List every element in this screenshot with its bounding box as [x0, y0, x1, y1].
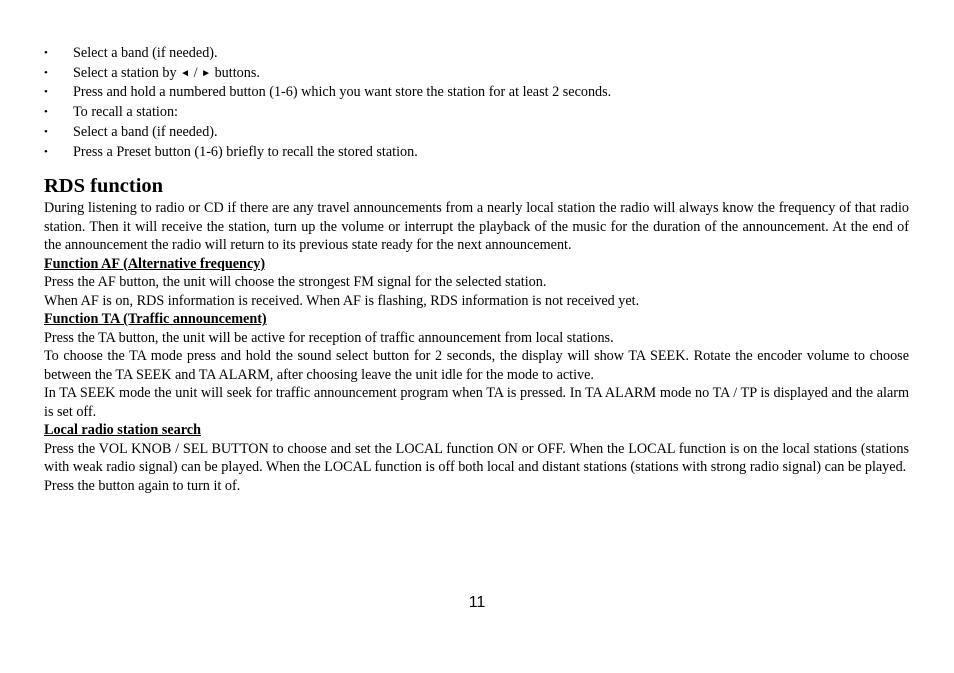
list-item	[44, 103, 909, 123]
local-search-subheading: Local radio station search	[44, 422, 201, 439]
list-item	[44, 83, 909, 103]
left-arrow-icon: ◄	[180, 67, 191, 79]
bullet-icon: •	[44, 145, 48, 158]
ta-paragraph-1: Press the TA button, the unit will be active for reception of traffic announcement from local stations.	[44, 329, 614, 346]
ta-paragraph-2: To choose the TA mode press and hold the sound select button for 2 seconds, the display will show TA SEEK. Rotate the encoder volume to choose between the TA SEEK and TA ALARM, after choosing leave the unit idle for the mode to active.	[44, 348, 909, 383]
bullet-icon: •	[44, 106, 48, 119]
list-item	[44, 64, 909, 84]
list-item	[44, 44, 909, 64]
list-item-text: Press and hold a numbered button (1-6) which you want store the station for at least 2 seconds.	[73, 84, 612, 101]
local-paragraph-2: Press the button again to turn it of.	[44, 477, 241, 494]
list-item-text-pre: Select a station by	[73, 64, 181, 81]
preset-steps-list	[44, 44, 909, 162]
list-item-text: Press a Preset button (1-6) briefly to recall the stored station.	[73, 143, 418, 160]
list-item	[44, 143, 909, 163]
bullet-icon: •	[44, 47, 48, 59]
right-arrow-icon: ►	[201, 67, 212, 79]
rds-intro-paragraph: During listening to radio or CD if there are any travel announcements from a nearly local station the radio will always know the frequency of that radio station. Then it will receive the station, turn up the volume or interrupt the playback of the music for the duration of the announcement. At the end of the announcement the radio will return to its previous state ready for the next announcement.	[44, 200, 909, 254]
ta-subheading: Function TA (Traffic announcement)	[44, 311, 267, 328]
list-item-text-post: buttons.	[211, 64, 260, 81]
page-number: 11	[468, 594, 486, 611]
arrow-separator: /	[190, 64, 202, 81]
list-item-text: To recall a station:	[73, 104, 178, 121]
list-item	[44, 123, 909, 143]
bullet-icon: •	[44, 86, 48, 99]
local-paragraph-1: Press the VOL KNOB / SEL BUTTON to choose and set the LOCAL function ON or OFF. When the LOCAL function is on the local stations (stations with weak radio signal) can be played. When the LOCAL function is off both local and distant stations (stations with strong radio signal) can be played.	[44, 440, 909, 476]
manual-page	[44, 44, 909, 495]
ta-paragraph-3: In TA SEEK mode the unit will seek for traffic announcement program when TA is pressed. In TA ALARM mode no TA / TP is displayed and the alarm is set off.	[44, 385, 909, 420]
list-item-text: Select a band (if needed).	[73, 45, 218, 61]
bullet-icon: •	[44, 125, 48, 138]
af-paragraph-1: Press the AF button, the unit will choose the strongest FM signal for the selected station.	[44, 274, 547, 291]
bullet-icon: •	[44, 66, 48, 79]
af-paragraph-2: When AF is on, RDS information is received. When AF is flashing, RDS information is not received yet.	[44, 292, 640, 309]
af-subheading: Function AF (Alternative frequency)	[44, 255, 266, 272]
list-item-text: Select a band (if needed).	[73, 123, 218, 140]
rds-heading: RDS function	[44, 175, 164, 198]
